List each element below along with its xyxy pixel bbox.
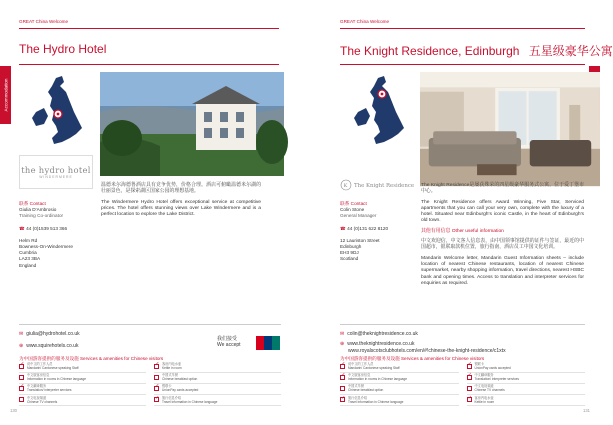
description-en: The Knight Residence offers Award Winning, Five Star, Serviced apartments that you can call your very own, complete with the luxury of a hotel. Situated near Edinburgh's iconic Castle, in the heart of Edinburgh's old town. bbox=[421, 199, 584, 224]
uk-map bbox=[22, 72, 97, 152]
service-label-en: UnionPay cards accepted bbox=[474, 365, 511, 370]
useful-info-zh: 中文欢迎信，中文客人信息表，由中国领事馆提供的证件与签证，最近的中国超市，银联取款机位置，旅行指南，酒店员工中国文化培训。 bbox=[421, 239, 584, 251]
service-item bbox=[19, 363, 146, 373]
contact-phone: ☎ 44 (0)131 622 8120 bbox=[340, 225, 389, 231]
contact-name: Giulia D'Ambrosio bbox=[19, 207, 57, 213]
service-label-en: Information in rooms in Chinese language bbox=[348, 377, 408, 382]
checkbox-empty-icon bbox=[340, 386, 345, 391]
checkbox-checked-icon bbox=[19, 364, 24, 369]
description-zh: The Knight Residence是屡获殊荣的四星级豪华服务式公寓，位于爱丁堡市中心。 bbox=[421, 183, 584, 195]
running-head: GREAT China Welcome bbox=[340, 19, 390, 24]
service-label-zh: 中文翻译服务 bbox=[474, 373, 494, 378]
service-label-zh: 中文翻译服务 bbox=[27, 384, 47, 389]
contact-phone: ☎ 44 (0)1539 513 366 bbox=[19, 225, 68, 231]
service-label-en: Chinese TV channels bbox=[27, 399, 58, 404]
email-icon: ✉ bbox=[340, 331, 345, 337]
service-label-zh: 旅行信息介绍 bbox=[162, 395, 182, 400]
service-label-zh: 中文版客房信息 bbox=[348, 373, 371, 378]
website-link-secondary[interactable]: www.royalscotsclubhotels.com/en/#!chinese-the-knight-residence/c1xtx bbox=[348, 348, 506, 354]
service-label-zh: 中国式早餐 bbox=[348, 384, 364, 389]
website-link[interactable]: ⊕ www.squirehotels.co.uk bbox=[19, 343, 79, 349]
hotel-photo bbox=[100, 72, 284, 176]
services-header: 为中国游客提供的服务及设施 Services & amenities for Chinese visitors bbox=[340, 356, 485, 361]
address-line: Bowness-On-Windermere bbox=[19, 244, 73, 250]
checkbox-empty-icon bbox=[154, 375, 159, 380]
service-label-zh: 说中文的工作人员 bbox=[348, 362, 374, 366]
svg-text:K: K bbox=[343, 183, 348, 189]
service-label-zh: 客房内电水壶 bbox=[162, 362, 182, 366]
contact-block bbox=[19, 201, 104, 269]
checkbox-checked-icon bbox=[340, 397, 345, 402]
service-label-en: Travel information in Chinese language bbox=[348, 399, 404, 404]
service-item bbox=[340, 385, 459, 395]
services-header: 为中国游客提供的服务及设施 Services & amenities for Chinese visitors bbox=[19, 356, 164, 361]
checkbox-checked-icon bbox=[340, 375, 345, 380]
service-label-en: Mandarin/ Cantonese speaking Staff bbox=[27, 365, 79, 370]
divider bbox=[340, 64, 585, 65]
unionpay-logo bbox=[256, 336, 280, 350]
email-link[interactable]: ✉ colin@theknightresidence.co.uk bbox=[340, 331, 418, 337]
service-label-zh: 银联卡 bbox=[474, 362, 485, 366]
service-label-en: Chinese breakfast option bbox=[348, 388, 384, 393]
description-zh: 温德米尔海德鲁酒店具有竞争优势，价格合理。酒店可俯瞰温德米尔湖的壮丽景色，是探索湖区国家公园的理想基地。 bbox=[101, 183, 261, 195]
service-item bbox=[19, 385, 146, 395]
contact-block bbox=[340, 201, 425, 263]
service-label-zh: 中文版客房信息 bbox=[27, 373, 50, 378]
service-label-en: Mandarin/ Cantonese speaking Staff bbox=[348, 365, 400, 370]
service-item bbox=[19, 397, 146, 407]
hotel-logo: the hydro hotel WINDERMERE bbox=[19, 155, 93, 189]
checkbox-checked-icon bbox=[467, 364, 472, 369]
address-line: LA23 3BA bbox=[19, 256, 41, 262]
contact-label: 联系 Contact bbox=[19, 201, 46, 206]
address-line: England bbox=[19, 262, 37, 268]
service-item bbox=[340, 397, 459, 407]
service-label-zh: 中国式早餐 bbox=[162, 373, 178, 378]
service-label-zh: 银联卡 bbox=[162, 384, 172, 389]
apartment-photo bbox=[420, 72, 600, 186]
service-label-en: Information in rooms in Chinese language bbox=[27, 377, 87, 382]
location-pin-icon bbox=[54, 110, 62, 118]
service-label-zh: 说中文的工作人员 bbox=[27, 362, 53, 366]
service-label-zh: 中文电视频道 bbox=[27, 395, 47, 400]
section-tab bbox=[0, 66, 11, 124]
hotel-title-zh: 五星级豪华公寓 bbox=[528, 44, 613, 58]
hotel-logo bbox=[340, 176, 414, 194]
globe-icon: ⊕ bbox=[19, 343, 24, 349]
contact-label: 联系 Contact bbox=[340, 201, 367, 206]
page-number: 130 bbox=[10, 408, 17, 413]
website-link[interactable]: ⊕ www.theknightresidence.co.uk bbox=[340, 341, 415, 347]
useful-info-label: 其他有用信息 Other useful information bbox=[421, 228, 504, 234]
phone-icon: ☎ bbox=[340, 225, 346, 231]
hotel-title: The Hydro Hotel bbox=[19, 42, 107, 56]
checkbox-checked-icon bbox=[154, 364, 159, 369]
service-label-en: Travel information in Chinese language bbox=[162, 399, 218, 404]
divider bbox=[19, 28, 279, 29]
checkbox-checked-icon bbox=[154, 386, 159, 391]
service-item bbox=[340, 374, 459, 384]
services-table bbox=[340, 363, 585, 406]
service-item bbox=[467, 397, 586, 407]
service-label-en: Chinese breakfast option bbox=[162, 377, 198, 382]
checkbox-checked-icon bbox=[467, 375, 472, 380]
service-item bbox=[154, 397, 281, 407]
description bbox=[101, 183, 261, 222]
service-item bbox=[19, 374, 146, 384]
checkbox-empty-icon bbox=[19, 375, 24, 380]
service-item bbox=[154, 363, 281, 373]
section-tab-label: Accommodation bbox=[3, 78, 8, 112]
service-item bbox=[467, 374, 586, 384]
service-item bbox=[467, 363, 586, 373]
divider bbox=[340, 324, 585, 325]
description bbox=[421, 183, 584, 291]
checkbox-checked-icon bbox=[340, 364, 345, 369]
hotel-title: The Knight Residence, Edinburgh 五星级豪华公寓 bbox=[340, 44, 613, 58]
service-item bbox=[340, 363, 459, 373]
service-label-zh: 客房内电水壶 bbox=[474, 395, 494, 400]
location-pin-icon bbox=[378, 90, 386, 98]
useful-info-en: Mandarin Welcome letter, Mandarin Guest Information sheets – include location of nearest Chinese restaurants, location of nearest Chinese supermarket, nearby shopping information, travel directions, nearest HSBC bank and opening times. Access to translation and interpreter services for enquiries as required. bbox=[421, 255, 584, 286]
service-label-en: Kettle in room bbox=[474, 399, 495, 404]
service-label-en: UnionPay cards accepted bbox=[162, 388, 199, 393]
service-label-en: Translation/ interpreter services bbox=[27, 388, 72, 393]
globe-icon: ⊕ bbox=[340, 341, 345, 347]
checkbox-empty-icon bbox=[19, 397, 24, 402]
service-item bbox=[154, 385, 281, 395]
email-icon: ✉ bbox=[19, 331, 24, 337]
divider bbox=[19, 324, 281, 325]
email-link[interactable]: ✉ giulia@hydrohotel.co.uk bbox=[19, 331, 80, 337]
checkbox-checked-icon bbox=[467, 397, 472, 402]
service-label-en: Chinese TV channels bbox=[474, 388, 505, 393]
checkbox-empty-icon bbox=[467, 386, 472, 391]
checkbox-checked-icon bbox=[19, 386, 24, 391]
service-item bbox=[467, 385, 586, 395]
contact-name: Colin Stone bbox=[340, 207, 365, 213]
address-line: Helm Rd bbox=[19, 237, 38, 243]
service-label-zh: 旅行信息介绍 bbox=[348, 395, 368, 400]
service-label-en: Translation/ interpreter services bbox=[474, 377, 520, 382]
divider bbox=[19, 64, 279, 65]
address-line: 12 Lauriston Street bbox=[340, 237, 380, 243]
service-item bbox=[154, 374, 281, 384]
service-label-en: Kettle in room bbox=[162, 365, 182, 370]
address-line: EH3 9DJ bbox=[340, 250, 359, 256]
address-line: Scotland bbox=[340, 256, 359, 262]
description-en: The Windermere Hydro Hotel offers exceptional service at competitive prices. The hotel offers stunning views over Lake Windermere and is a perfect location to explore the Lake District. bbox=[101, 199, 261, 218]
checkbox-checked-icon bbox=[154, 397, 159, 402]
uk-map bbox=[344, 72, 419, 152]
contact-role: Training Co-ordinator bbox=[19, 213, 64, 219]
address-line: Edinburgh bbox=[340, 244, 362, 250]
service-label-zh: 中文电视频道 bbox=[474, 384, 494, 389]
contact-role: General Manager bbox=[340, 213, 377, 219]
svg-text:The Knight Residence: The Knight Residence bbox=[354, 183, 415, 189]
services-table bbox=[19, 363, 281, 406]
running-head: GREAT China Welcome bbox=[19, 19, 69, 24]
left-page bbox=[0, 0, 300, 425]
phone-icon: ☎ bbox=[19, 225, 25, 231]
address-line: Cumbria bbox=[19, 250, 37, 256]
welcome-note: 我们接受 We accept bbox=[217, 336, 241, 348]
divider bbox=[340, 28, 585, 29]
page-number: 131 bbox=[583, 408, 590, 413]
